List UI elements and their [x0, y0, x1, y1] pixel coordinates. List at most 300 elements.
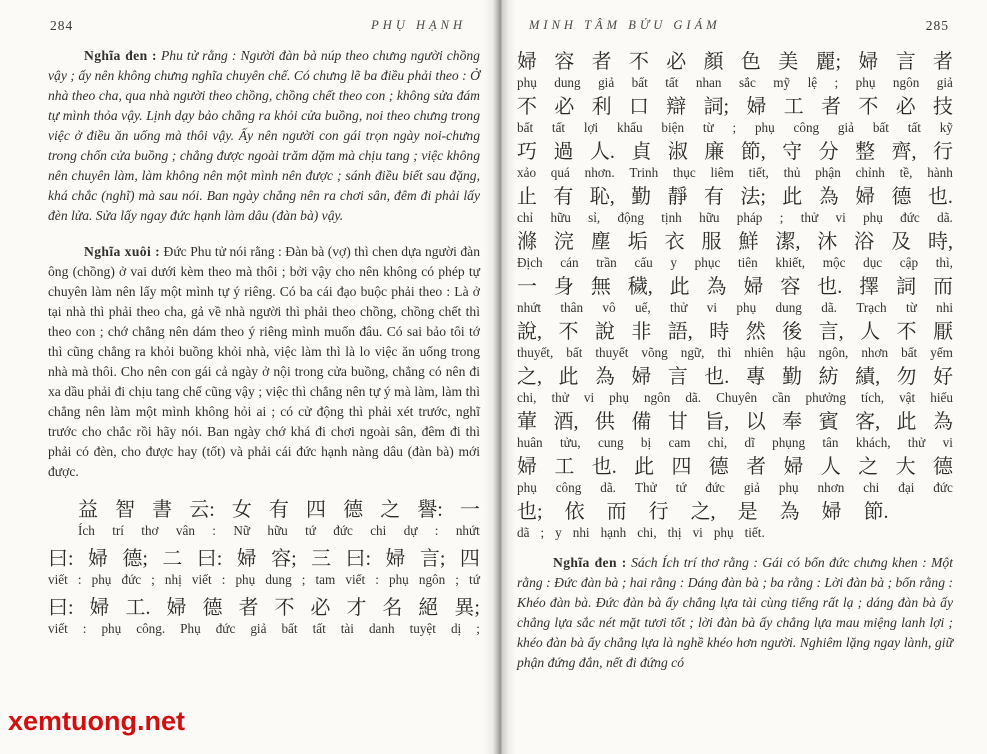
word: tích, [860, 390, 885, 405]
word: tất [665, 75, 679, 90]
chinese-line [48, 547, 480, 572]
word: viết [48, 621, 68, 636]
word: 名 [382, 597, 403, 619]
word: 色 [740, 51, 761, 73]
word: 婦 [517, 456, 537, 478]
word: đức [333, 523, 353, 538]
word: 淑 [667, 141, 688, 163]
paragraph-text: Đức Phu tử nói rằng : Đàn bà (vợ) thì chen dựa người đàn ông (chồng) ở vai dưới kèm theo mà thôi ; bởi vậy cho nên không có phép tự chuyên làm nên lấy một mình tự ý riêng. Có ba cái đạo buộc phải theo : Là ở tại nhà thì phải theo cha, gả về nhà người thì phải theo chồng, chồng chết thì theo con ; chớ chẳng nên dám theo ý riêng mình muốn đâu. Có sai bảo tôi tớ thì cũng chẳng ra khỏi buồng khỏi nhà, việc làm thì là lo việc ăn uống trong nhà mà thôi. Cho nên con gái cả ngày ở nội trong cửa buồng, chẳng có nên đi xa dầu phải đi chịu tang chế cũng vậy ; việc thì chẳng nên tự ý mà làm, làm thì chẳng nên làm một mình không hỏi ai ; có cử động thì phải xét trước, nghĩ trước cho chắc rồi hãy nói. Ban ngày chớ khá đi chơi ngoài sân, đêm đi thì phải có đèn, cho được hay (tốt) và phải cái đức hạnh nàng dâu (đàn bà) mới được. [48, 244, 480, 479]
word: 不 [517, 96, 537, 118]
word: mộc [822, 255, 846, 270]
page-number-left: 284 [50, 18, 74, 33]
word: 者 [933, 51, 953, 73]
word: chi [370, 523, 387, 538]
word: y [670, 255, 677, 270]
paragraph-text: Sách Ích trí thơ rằng : Gái có bốn đức chưng khen : Một rằng : Đức đàn bà ; hai rằng : Dáng đàn bà ; ba rằng : Lời đàn bà ; bốn rằng : Khéo đàn bà. Đức đàn bà ấy chẳng lựa tài cùng tiếng rất lạ ; dáng đàn bà ấy chẳng lựa sắc nét mặt tươi tốt ; lời đàn bà ấy chẳng lựa mau miệng lanh lợi ; khéo đàn bà ấy chẳng lựa là nghề khéo hơn người. Nghiêm lặng ngay lành, giữ phận đứng đắn, nết đi đứng có [517, 555, 953, 670]
chinese-line [48, 596, 480, 621]
word: vật [899, 390, 916, 405]
word: 必 [895, 96, 916, 118]
word: 為 [932, 411, 953, 433]
word: trần [596, 255, 617, 270]
word: 靜 [667, 186, 688, 208]
transliteration-line [517, 300, 953, 316]
paragraph-label: Nghĩa đen : [84, 48, 157, 63]
word: tài [340, 621, 354, 636]
word: dã. [821, 300, 837, 315]
word: 葷 [517, 411, 537, 433]
word: 麗; [815, 51, 842, 73]
word: khách, [855, 435, 891, 450]
word: pháp [736, 210, 763, 225]
word: hữu [699, 210, 720, 225]
page-left-header [48, 0, 480, 46]
transliteration-line [517, 75, 953, 91]
word: chi [863, 480, 880, 495]
word: 後 [782, 321, 803, 343]
word: 而 [606, 501, 627, 523]
word: 為 [818, 186, 839, 208]
word: 非 [631, 321, 652, 343]
page-gutter-shadow [484, 0, 516, 754]
word: phụng [772, 435, 806, 450]
chinese-line [517, 455, 953, 480]
running-title-right: MINH TÂM BỬU GIÁM [529, 18, 721, 32]
word: 勤 [631, 186, 652, 208]
word: tân [822, 435, 839, 450]
word: hữu [267, 523, 288, 538]
word: lệ [807, 75, 818, 90]
word: 工 [783, 96, 804, 118]
verse-row [517, 230, 953, 271]
word: 紡 [818, 366, 839, 388]
word: phưởng [805, 390, 846, 405]
word: dã. [600, 480, 616, 495]
word: 不 [896, 321, 917, 343]
word: 此 [634, 456, 655, 478]
word: lợi [583, 120, 599, 135]
verse-row [517, 185, 953, 226]
word: quá [550, 165, 570, 180]
word: đức [121, 572, 142, 587]
word: 旨, [704, 411, 730, 433]
word: dục [863, 255, 883, 270]
word: phụ [388, 572, 409, 587]
word: 語, [667, 321, 693, 343]
word: tất [312, 621, 326, 636]
word: 甘 [667, 411, 688, 433]
word: 者 [591, 51, 612, 73]
word: Nữ [233, 523, 250, 538]
word: 此 [558, 366, 579, 388]
word: 婦 [87, 548, 108, 570]
word: 是 [737, 501, 758, 523]
word: công. [136, 621, 166, 636]
chinese-line [517, 410, 953, 435]
word: 齊, [891, 141, 917, 163]
word: bất [631, 75, 648, 90]
word: vi [583, 390, 595, 405]
word: 婦 [743, 276, 764, 298]
word: : [375, 572, 379, 587]
word: xảo [517, 165, 537, 180]
word: thủ [783, 165, 801, 180]
word: 有 [703, 186, 724, 208]
word: 無 [590, 276, 611, 298]
word: mỹ [773, 75, 791, 90]
word: 止 [517, 186, 537, 208]
word: 者 [238, 597, 259, 619]
word: 曰: [48, 548, 74, 570]
word: khiết, [775, 255, 806, 270]
word: 穢, [627, 276, 653, 298]
word: 必 [554, 96, 575, 118]
word: tất [551, 120, 566, 135]
word: 口 [628, 96, 649, 118]
word: cán [560, 255, 579, 270]
word: ngôn [418, 572, 446, 587]
word: viết [345, 572, 366, 587]
word: 婦 [631, 366, 652, 388]
word: 有 [268, 499, 289, 521]
word: phụ [91, 572, 112, 587]
word: 婦 [166, 597, 187, 619]
word: 節. [863, 501, 889, 523]
word: 沐 [817, 231, 838, 253]
word: ; [779, 210, 784, 225]
left-verse-block [48, 498, 480, 637]
page-left [48, 0, 480, 645]
word: 詞 [896, 276, 917, 298]
word: 言 [667, 366, 688, 388]
word: phụ [235, 572, 256, 587]
word: 之, [690, 501, 716, 523]
word: bất [872, 120, 889, 135]
transliteration-line [78, 523, 480, 539]
word: thử [800, 210, 819, 225]
word: 工. [125, 597, 151, 619]
word: 德 [891, 186, 912, 208]
word: 之, [517, 366, 542, 388]
chinese-line [517, 50, 953, 75]
word: 工 [554, 456, 575, 478]
word: 浴 [854, 231, 875, 253]
word: 也. [591, 456, 617, 478]
word: 德 [343, 499, 364, 521]
verse-row [517, 95, 953, 136]
word: công [793, 120, 820, 135]
word: 婦 [89, 597, 110, 619]
word: 廉 [704, 141, 725, 163]
word: nhi [572, 525, 590, 540]
word: viết [48, 572, 68, 587]
word: 垢 [627, 231, 648, 253]
word: đức [933, 480, 953, 495]
word: tiết, [748, 165, 769, 180]
verse-row [517, 50, 953, 91]
word: công [555, 480, 582, 495]
word: bất [566, 345, 583, 360]
word: 時 [709, 321, 730, 343]
word: 言, [818, 321, 844, 343]
word: ; [834, 75, 839, 90]
word: nhơn [817, 480, 845, 495]
word: nhứt [455, 523, 480, 538]
transliteration-line [517, 255, 953, 271]
word: thơ [141, 523, 159, 538]
word: 之 [380, 499, 401, 521]
word: Trạch [856, 300, 887, 315]
transliteration-line [517, 120, 953, 136]
word: cập [899, 255, 919, 270]
page-right-header [517, 0, 953, 46]
word: 為 [594, 366, 615, 388]
word: Trinh [629, 165, 659, 180]
word: 容 [780, 276, 801, 298]
word: tuyệt [409, 621, 436, 636]
word: 大 [895, 456, 916, 478]
word: 說 [594, 321, 615, 343]
word: 不 [858, 96, 879, 118]
word: 者 [821, 96, 842, 118]
word: tiên [737, 255, 758, 270]
word: nhi [936, 300, 953, 315]
word: 顏 [703, 51, 724, 73]
word: chỉnh [855, 165, 885, 180]
word: nhơn. [584, 165, 615, 180]
word: 身 [553, 276, 574, 298]
word: Chuyên [716, 390, 758, 405]
word: 備 [631, 411, 652, 433]
word: cam [668, 435, 691, 450]
word: 人 [860, 321, 881, 343]
word: giả [598, 75, 615, 90]
word: : [434, 523, 439, 538]
word: 不 [628, 51, 649, 73]
word: 二 [162, 548, 183, 570]
word: 曰: [196, 548, 223, 570]
word: thị [667, 525, 682, 540]
verse-row [517, 320, 953, 361]
word: sắc [738, 75, 756, 90]
word: 以 [745, 411, 766, 433]
transliteration-line [517, 435, 953, 451]
word: hiếu [930, 390, 953, 405]
word: 譽: [417, 499, 443, 521]
transliteration-line [517, 525, 953, 541]
word: ngôn [892, 75, 920, 90]
word: 利 [591, 96, 612, 118]
word: 詞; [703, 96, 730, 118]
word: : [82, 621, 87, 636]
word: vi [942, 435, 953, 450]
word: y [555, 525, 562, 540]
word: 不 [274, 597, 295, 619]
word: 一 [517, 276, 537, 298]
chinese-line [517, 230, 953, 255]
word: vi [692, 525, 703, 540]
word: 智 [115, 499, 136, 521]
word: 德 [932, 456, 953, 478]
word: chỉ, [707, 435, 728, 450]
word: 勤 [782, 366, 803, 388]
word: 巧 [517, 141, 537, 163]
word: giả [743, 480, 760, 495]
left-paragraph-block [48, 46, 480, 482]
word: 婦 [517, 51, 537, 73]
word: 婦 [385, 548, 406, 570]
chinese-line [517, 500, 953, 525]
word: 德 [708, 456, 729, 478]
word: thân [560, 300, 584, 315]
word: : [221, 572, 226, 587]
word: phụ [736, 300, 757, 315]
word: chỉ [517, 210, 534, 225]
word: dung [554, 75, 581, 90]
word: 潔, [775, 231, 801, 253]
word: phụ [863, 210, 883, 225]
word: đức [215, 621, 236, 636]
word: 三 [311, 548, 332, 570]
word: kỹ [939, 120, 953, 135]
word: dã. [685, 390, 702, 405]
word: 婦 [236, 548, 257, 570]
word: cấu [634, 255, 653, 270]
word: 異; [454, 597, 480, 619]
paragraph-label: Nghĩa xuôi : [84, 244, 160, 259]
word: 績, [855, 366, 881, 388]
verse-row [48, 498, 480, 539]
right-verse-block [517, 50, 953, 541]
word: 此 [782, 186, 803, 208]
paragraph [48, 46, 480, 226]
word: tề, [899, 165, 913, 180]
word: Thử [634, 480, 657, 495]
verse-row [517, 455, 953, 496]
verse-row [517, 140, 953, 181]
word: ngôn, [818, 345, 849, 360]
word: giả [250, 621, 267, 636]
word: 節, [740, 141, 766, 163]
word: Ích [78, 523, 95, 538]
word: 必 [666, 51, 687, 73]
word: 必 [310, 597, 331, 619]
word: dự [403, 523, 418, 538]
paragraph-label: Nghĩa đen : [553, 555, 627, 570]
word: 婦 [855, 186, 876, 208]
word: nhị [164, 572, 182, 587]
word: 容 [554, 51, 575, 73]
page-right-body [517, 50, 953, 673]
word: phụ [778, 480, 799, 495]
word: 婦 [858, 51, 879, 73]
word: vi [835, 210, 846, 225]
word: Phụ [180, 621, 201, 636]
word: 客, [855, 411, 881, 433]
word: tịnh [661, 210, 682, 225]
word: 過 [553, 141, 574, 163]
word: 也. [927, 186, 953, 208]
word: 也. [704, 366, 730, 388]
word: liêm [710, 165, 734, 180]
word: dị [450, 621, 462, 636]
running-title-left: PHỤ HẠNH [371, 18, 466, 32]
word: 說, [517, 321, 542, 343]
word: bị [640, 435, 652, 450]
word: : [77, 572, 82, 587]
word: 依 [564, 501, 585, 523]
word: vi [706, 300, 718, 315]
transliteration-line [517, 345, 953, 361]
word: huân [517, 435, 543, 450]
word: 為 [706, 276, 727, 298]
word: chi, [637, 525, 657, 540]
word: 婦 [746, 96, 767, 118]
word: thử [670, 300, 688, 315]
word: 女 [231, 499, 252, 521]
word: danh [368, 621, 395, 636]
word: 此 [669, 276, 690, 298]
word: 也. [817, 276, 843, 298]
word: hành [927, 165, 953, 180]
word: từ [702, 120, 714, 135]
page-left-body [48, 46, 480, 637]
transliteration-line [517, 390, 953, 406]
word: Địch [517, 255, 543, 270]
word: uế, [634, 300, 651, 315]
word: dã. [937, 210, 953, 225]
word: 也; [517, 501, 543, 523]
word: thuyết, [517, 345, 554, 360]
word: 四 [459, 548, 480, 570]
word: 美 [778, 51, 799, 73]
word: 整 [855, 141, 876, 163]
word: tiết. [744, 525, 765, 540]
word: thục [673, 165, 696, 180]
word: 行 [932, 141, 953, 163]
word: 行 [648, 501, 669, 523]
word: đức [900, 210, 920, 225]
word: đại [898, 480, 915, 495]
word: 技 [933, 96, 953, 118]
word: ; [455, 572, 459, 587]
paragraph-text: Phu tử rằng : Người đàn bà núp theo chưng người chồng vậy ; ấy nên không chưng nghĩa chuyên chế. Có chưng lẽ ba điều phải theo : Ở nhà theo cha, qua nhà người theo chồng, chồng chết theo con ; không sửa đám tự mình thỏa vậy. Lịnh dạy bảo chẳng ra khỏi cửa buồng, noi theo chưng trong việc ở điều ăn uống mà thôi vậy. Ấy nên người con gái trọn ngày noi-chưng trong chốn cửa buồng ; chẳng được ngoài trăm dặm mà chịu tang ; việc không nên chuyên làm, làm không nên một mình nên được ; sánh điều biết sau đặng, khá chắc (nghĩ) mà sau nói. Ban ngày chẳng nên ra chơi sân, đêm đi phải lấy đèn lửa. Sửa lấy ngay đức hạnh làm dâu (đàn bà) vậy. [48, 48, 480, 223]
word: hậu [786, 345, 806, 360]
transliteration-line [517, 165, 953, 181]
word: 言 [895, 51, 916, 73]
word: 及 [891, 231, 912, 253]
word: ; [476, 621, 480, 636]
word: viết [191, 572, 212, 587]
page-number-right: 285 [925, 18, 949, 33]
word: 時, [927, 231, 953, 253]
word: đức [705, 480, 725, 495]
word: 四 [306, 499, 327, 521]
word: 塵 [590, 231, 611, 253]
word: 德; [122, 548, 148, 570]
word: 厭 [932, 321, 953, 343]
word: 四 [671, 456, 692, 478]
word: bất [281, 621, 298, 636]
word: võng [641, 345, 668, 360]
word: 者 [746, 456, 767, 478]
chinese-line [517, 320, 953, 345]
word: vô [602, 300, 616, 315]
word: 鮮 [738, 231, 759, 253]
word: sỉ, [588, 210, 601, 225]
transliteration-line [517, 210, 953, 226]
verse-row [517, 410, 953, 451]
word: 不 [558, 321, 579, 343]
